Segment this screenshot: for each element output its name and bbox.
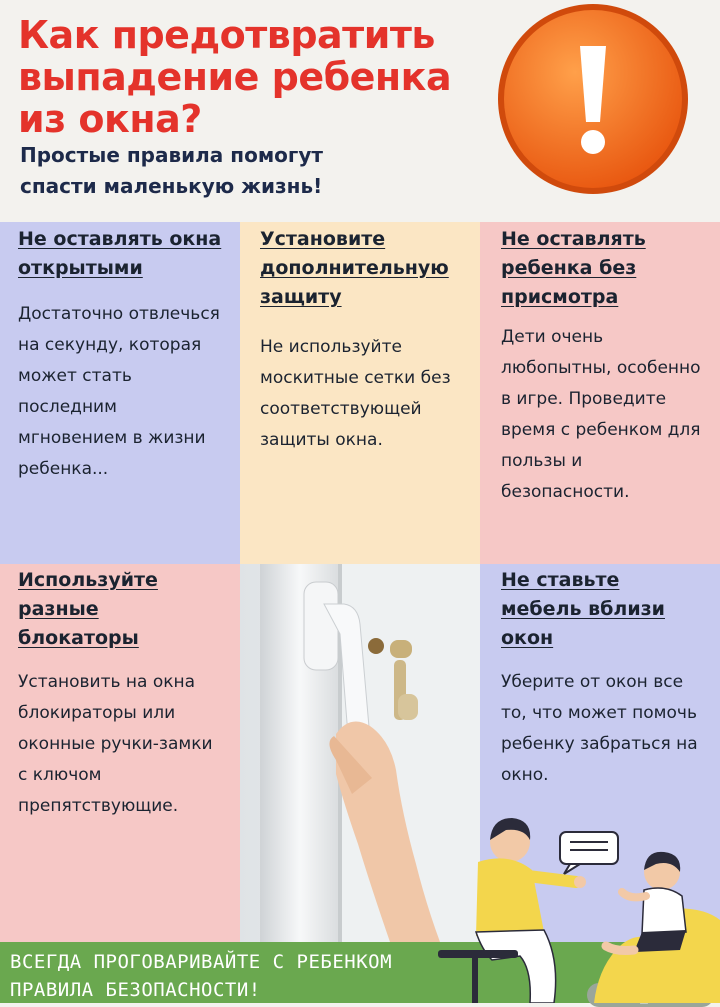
tip-text: Достаточно отвлечься на секунду, которая может стать последним мгновением в жизни ребенка...: [18, 304, 220, 479]
tip-heading: Установите дополнительную защиту: [260, 228, 449, 308]
tip-windows-open: [0, 222, 240, 564]
tip-heading: Не ставьте мебель вблизи окон: [501, 569, 665, 649]
tip-extra-protection: [240, 222, 480, 564]
tip-text: Уберите от окон все то, что может помочь ребенку забраться на окно.: [501, 672, 698, 785]
page-title: Как предотвратить выпадение ребенка из окна?: [18, 13, 452, 141]
mother-child-illustration: [420, 800, 720, 1003]
footer-text: ВСЕГДА ПРОГОВАРИВАЙТЕ С РЕБЕНКОМ ПРАВИЛА БЕЗОПАСНОСТИ!: [10, 951, 393, 1001]
tip-text: Не используйте москитные сетки без соответствующей защиты окна.: [260, 337, 451, 450]
exclamation-icon: [496, 2, 690, 196]
tip-text: Установить на окна блокираторы или оконные ручки-замки с ключом препятствующие.: [18, 672, 213, 816]
tip-supervision: [480, 222, 720, 564]
tip-blockers: [0, 564, 240, 942]
tip-heading: Не оставлять окна открытыми: [18, 228, 222, 279]
page-subtitle: Простые правила помогут спасти маленькую жизнь!: [20, 143, 323, 198]
tip-text: Дети очень любопытны, особенно в игре. Проведите время с ребенком для пользы и безопасности.: [501, 327, 701, 502]
header: [0, 0, 720, 222]
tip-heading: Не оставлять ребенка без присмотра: [501, 228, 646, 308]
tip-heading: Используйте разные блокаторы: [18, 569, 158, 649]
